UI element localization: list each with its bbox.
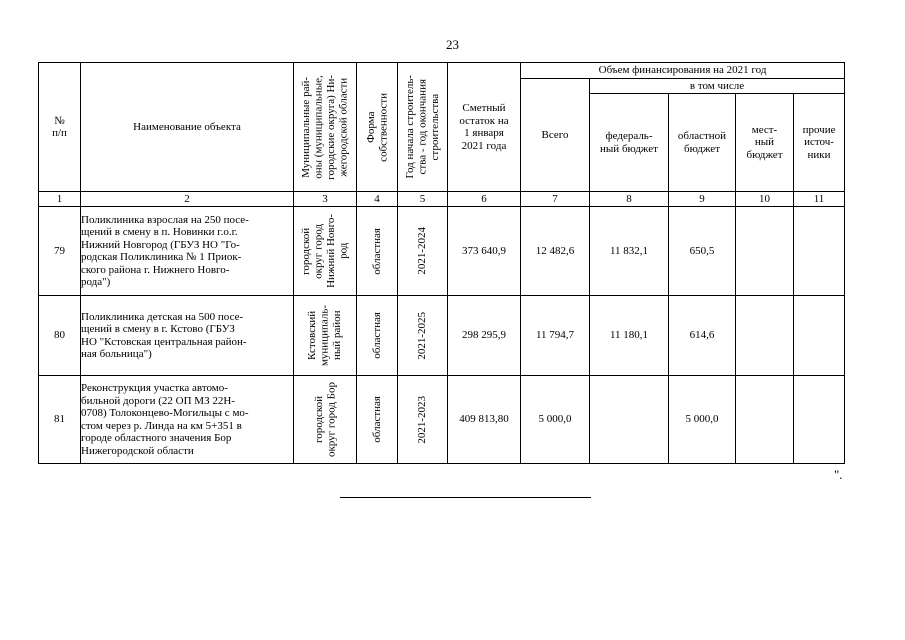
column-number: 1	[39, 192, 81, 207]
construction-years: 2021-2025	[416, 311, 429, 360]
other-sources	[794, 207, 845, 296]
regional-budget: 650,5	[669, 207, 736, 296]
column-number: 9	[669, 192, 736, 207]
federal-budget: 11 180,1	[590, 296, 669, 376]
construction-years: 2021-2024	[416, 227, 429, 275]
federal-budget: 11 832,1	[590, 207, 669, 296]
column-number: 4	[357, 192, 398, 207]
column-number: 10	[736, 192, 794, 207]
federal-budget	[590, 376, 669, 464]
column-number: 2	[81, 192, 294, 207]
closing-quote: ".	[834, 467, 843, 482]
header-municipality-text: Муниципальные рай- оны (муниципальные, городские округа) Ни- жегородской области	[300, 74, 350, 180]
table-row	[39, 207, 845, 296]
object-name: Поликлиника взрослая на 250 посе- щений в смену в п. Новинки г.о.г. Нижний Новгород (ГБУЗ НО "Го- родская Поликлиника № 1 Приок- ского района г. Нижнего Новго- рода")	[81, 207, 294, 296]
header-other-sources: прочие источ- ники	[794, 94, 845, 192]
table-row	[39, 296, 845, 376]
bottom-divider	[340, 497, 591, 498]
header-construction-years	[398, 63, 448, 192]
municipality: городской округ город Бор	[312, 381, 337, 458]
ownership-cell	[357, 207, 398, 296]
column-number: 8	[590, 192, 669, 207]
header-ownership-text: Форма собственности	[364, 92, 389, 162]
financing-table	[38, 62, 845, 464]
header-financing-volume: Объем финансирования на 2021 год	[521, 63, 845, 79]
column-numbers-row	[39, 192, 845, 207]
other-sources	[794, 376, 845, 464]
ownership-cell	[357, 376, 398, 464]
table-row	[39, 376, 845, 464]
ownership: областная	[370, 396, 383, 443]
page-number: 23	[446, 37, 459, 52]
municipality-cell	[294, 296, 357, 376]
construction-years: 2021-2023	[416, 395, 429, 444]
header-estimated-balance: Сметный остаток на 1 января 2021 года	[448, 63, 521, 192]
estimated-balance: 298 295,9	[448, 296, 521, 376]
local-budget	[736, 296, 794, 376]
column-number: 3	[294, 192, 357, 207]
header-local-budget: мест- ный бюджет	[736, 94, 794, 192]
header-municipality	[294, 63, 357, 192]
column-number: 7	[521, 192, 590, 207]
header-construction-years-text: Год начала строитель- ства - год окончания строительства	[403, 75, 441, 179]
municipality-cell	[294, 207, 357, 296]
header-object-name: Наименование объекта	[81, 63, 294, 192]
total-amount: 12 482,6	[521, 207, 590, 296]
ownership: областная	[370, 312, 383, 359]
header-federal-budget: федераль- ный бюджет	[590, 94, 669, 192]
years-cell	[398, 207, 448, 296]
object-name: Поликлиника детская на 500 посе- щений в смену в г. Кстово (ГБУЗ НО "Кстовская центральная район- ная больница")	[81, 296, 294, 376]
municipality-cell	[294, 376, 357, 464]
total-amount: 5 000,0	[521, 376, 590, 464]
years-cell	[398, 376, 448, 464]
other-sources	[794, 296, 845, 376]
row-number: 79	[39, 207, 81, 296]
estimated-balance: 409 813,80	[448, 376, 521, 464]
header-including: в том числе	[590, 79, 845, 94]
header-regional-budget: областной бюджет	[669, 94, 736, 192]
header-row-number: № п/п	[39, 63, 81, 192]
header-ownership	[357, 63, 398, 192]
years-cell	[398, 296, 448, 376]
regional-budget: 614,6	[669, 296, 736, 376]
header-total: Всего	[521, 79, 590, 192]
municipality: Кстовский муниципаль- ный район	[306, 304, 344, 367]
row-number: 80	[39, 296, 81, 376]
regional-budget: 5 000,0	[669, 376, 736, 464]
local-budget	[736, 376, 794, 464]
ownership: областная	[370, 227, 383, 275]
column-number: 11	[794, 192, 845, 207]
column-number: 5	[398, 192, 448, 207]
ownership-cell	[357, 296, 398, 376]
total-amount: 11 794,7	[521, 296, 590, 376]
municipality: городской округ город Нижний Новго- род	[300, 214, 350, 288]
local-budget	[736, 207, 794, 296]
estimated-balance: 373 640,9	[448, 207, 521, 296]
object-name: Реконструкция участка автомо- бильной дороги (22 ОП МЗ 22Н- 0708) Толоконцево-Могильцы с мо- стом через р. Линда на км 5+351 в городе областного значения Бор Нижегородской области	[81, 376, 294, 464]
row-number: 81	[39, 376, 81, 464]
column-number: 6	[448, 192, 521, 207]
